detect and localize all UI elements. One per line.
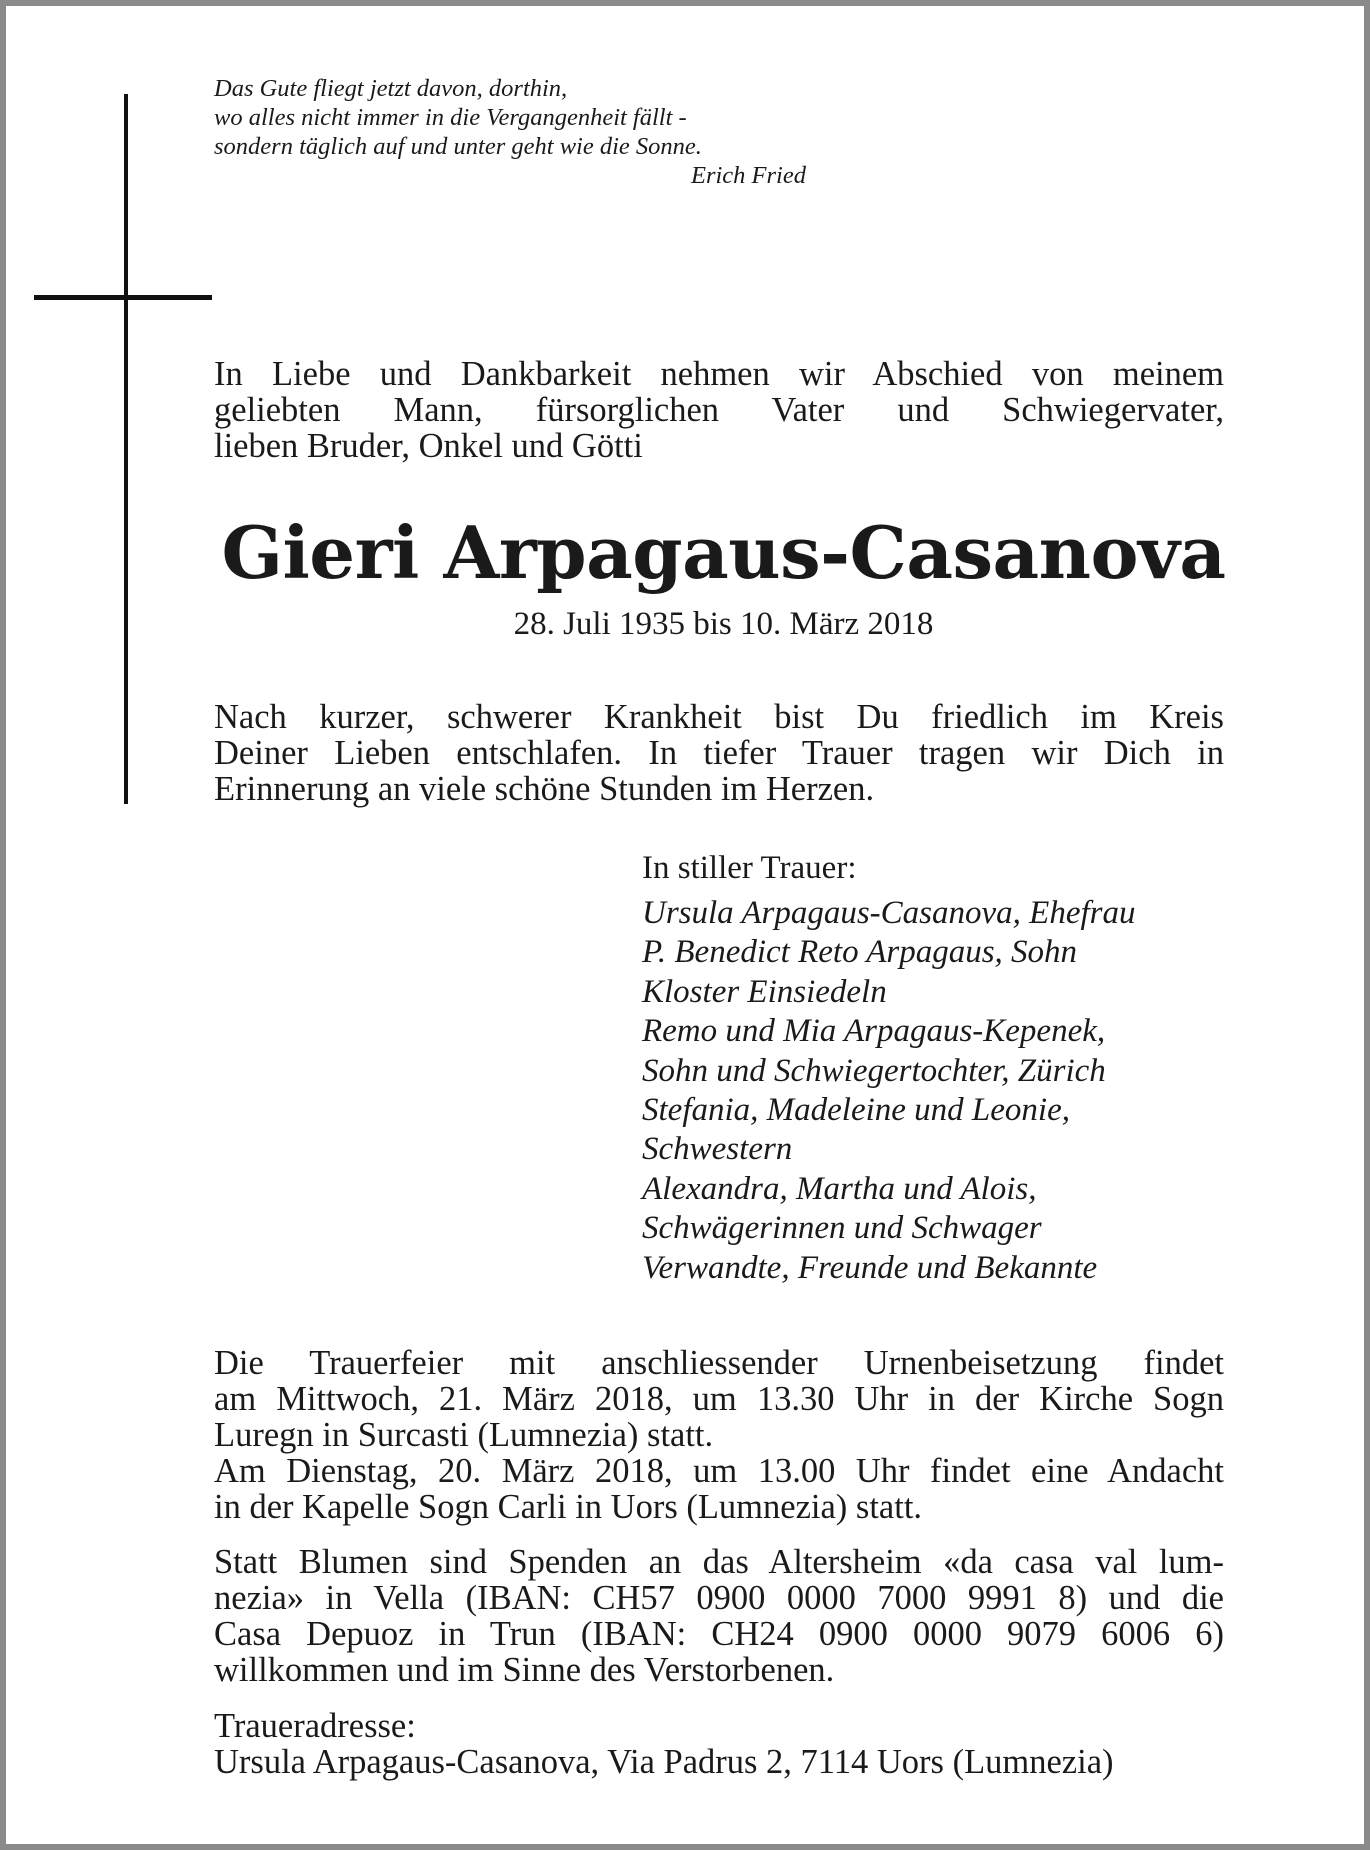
message-line: Deiner Lieben entschlafen. In tiefer Trauer tragen wir Dich in (214, 734, 1224, 772)
donation-line: nezia» in Vella (IBAN: CH57 0900 0000 7000 9991 8) und die (214, 1579, 1224, 1617)
cross-vertical-bar (124, 94, 128, 804)
motto-author: Erich Fried (691, 162, 806, 189)
donation-line: Statt Blumen sind Spenden an das Altersheim «da casa val lum- (214, 1543, 1224, 1581)
ceremony-line: Die Trauerfeier mit anschliessender Urnenbeisetzung findet (214, 1344, 1224, 1382)
mourning-address (214, 1708, 1224, 1780)
ceremony-paragraph (214, 1345, 1224, 1525)
mourner-line: Remo und Mia Arpagaus-Kepenek, (642, 1013, 1106, 1050)
message-line: Erinnerung an viele schöne Stunden im Herzen. (214, 770, 875, 808)
intro-paragraph (214, 356, 1224, 464)
mourner-line: P. Benedict Reto Arpagaus, Sohn (642, 934, 1078, 971)
mourner-line: Schwestern (642, 1131, 793, 1168)
message-paragraph (214, 699, 1224, 807)
mourner-line: Verwandte, Freunde und Bekannte (642, 1249, 1098, 1286)
address-value: Ursula Arpagaus-Casanova, Via Padrus 2, 7114 Uors (Lumnezia) (214, 1743, 1114, 1781)
intro-line: lieben Bruder, Onkel und Götti (214, 427, 643, 465)
ceremony-line: Am Dienstag, 20. März 2018, um 13.00 Uhr findet eine Andacht (214, 1452, 1224, 1490)
message-line: Nach kurzer, schwerer Krankheit bist Du friedlich im Kreis (214, 698, 1224, 736)
deceased-name: Gieri Arpagaus-Casanova (221, 510, 1226, 595)
donation-line: willkommen und im Sinne des Verstorbenen. (214, 1651, 835, 1689)
ceremony-line: am Mittwoch, 21. März 2018, um 13.30 Uhr in der Kirche Sogn (214, 1380, 1224, 1418)
mourner-line: Schwägerinnen und Schwager (642, 1210, 1042, 1247)
mourners-list (642, 894, 1262, 1288)
motto-line: Das Gute fliegt jetzt davon, dorthin, (214, 75, 568, 102)
mourner-line: Kloster Einsiedeln (642, 973, 887, 1010)
mourner-line: Stefania, Madeleine und Leonie, (642, 1092, 1070, 1129)
donation-paragraph (214, 1544, 1224, 1688)
intro-line: geliebten Mann, fürsorglichen Vater und Schwiegervater, (214, 391, 1224, 429)
motto-line: sondern täglich auf und unter geht wie die Sonne. (214, 133, 702, 160)
life-dates: 28. Juli 1935 bis 10. März 2018 (513, 606, 934, 642)
mourner-line: Sohn und Schwiegertochter, Zürich (642, 1052, 1106, 1089)
motto-line: wo alles nicht immer in die Vergangenheit fällt - (214, 104, 687, 131)
mourner-line: Alexandra, Martha und Alois, (642, 1170, 1037, 1207)
address-label: Traueradresse: (214, 1707, 416, 1745)
obituary-page (6, 6, 1364, 1844)
mourner-line: Ursula Arpagaus-Casanova, Ehefrau (642, 895, 1136, 931)
ceremony-line: in der Kapelle Sogn Carli in Uors (Lumnezia) statt. (214, 1488, 923, 1526)
ceremony-line: Luregn in Surcasti (Lumnezia) statt. (214, 1416, 714, 1454)
motto-quote (214, 74, 814, 190)
donation-line: Casa Depuoz in Trun (IBAN: CH24 0900 0000 9079 6006 6) (214, 1615, 1224, 1653)
cross-horizontal-bar (34, 295, 212, 300)
mourners-heading: In stiller Trauer: (642, 850, 857, 886)
intro-line: In Liebe und Dankbarkeit nehmen wir Abschied von meinem (214, 355, 1224, 393)
